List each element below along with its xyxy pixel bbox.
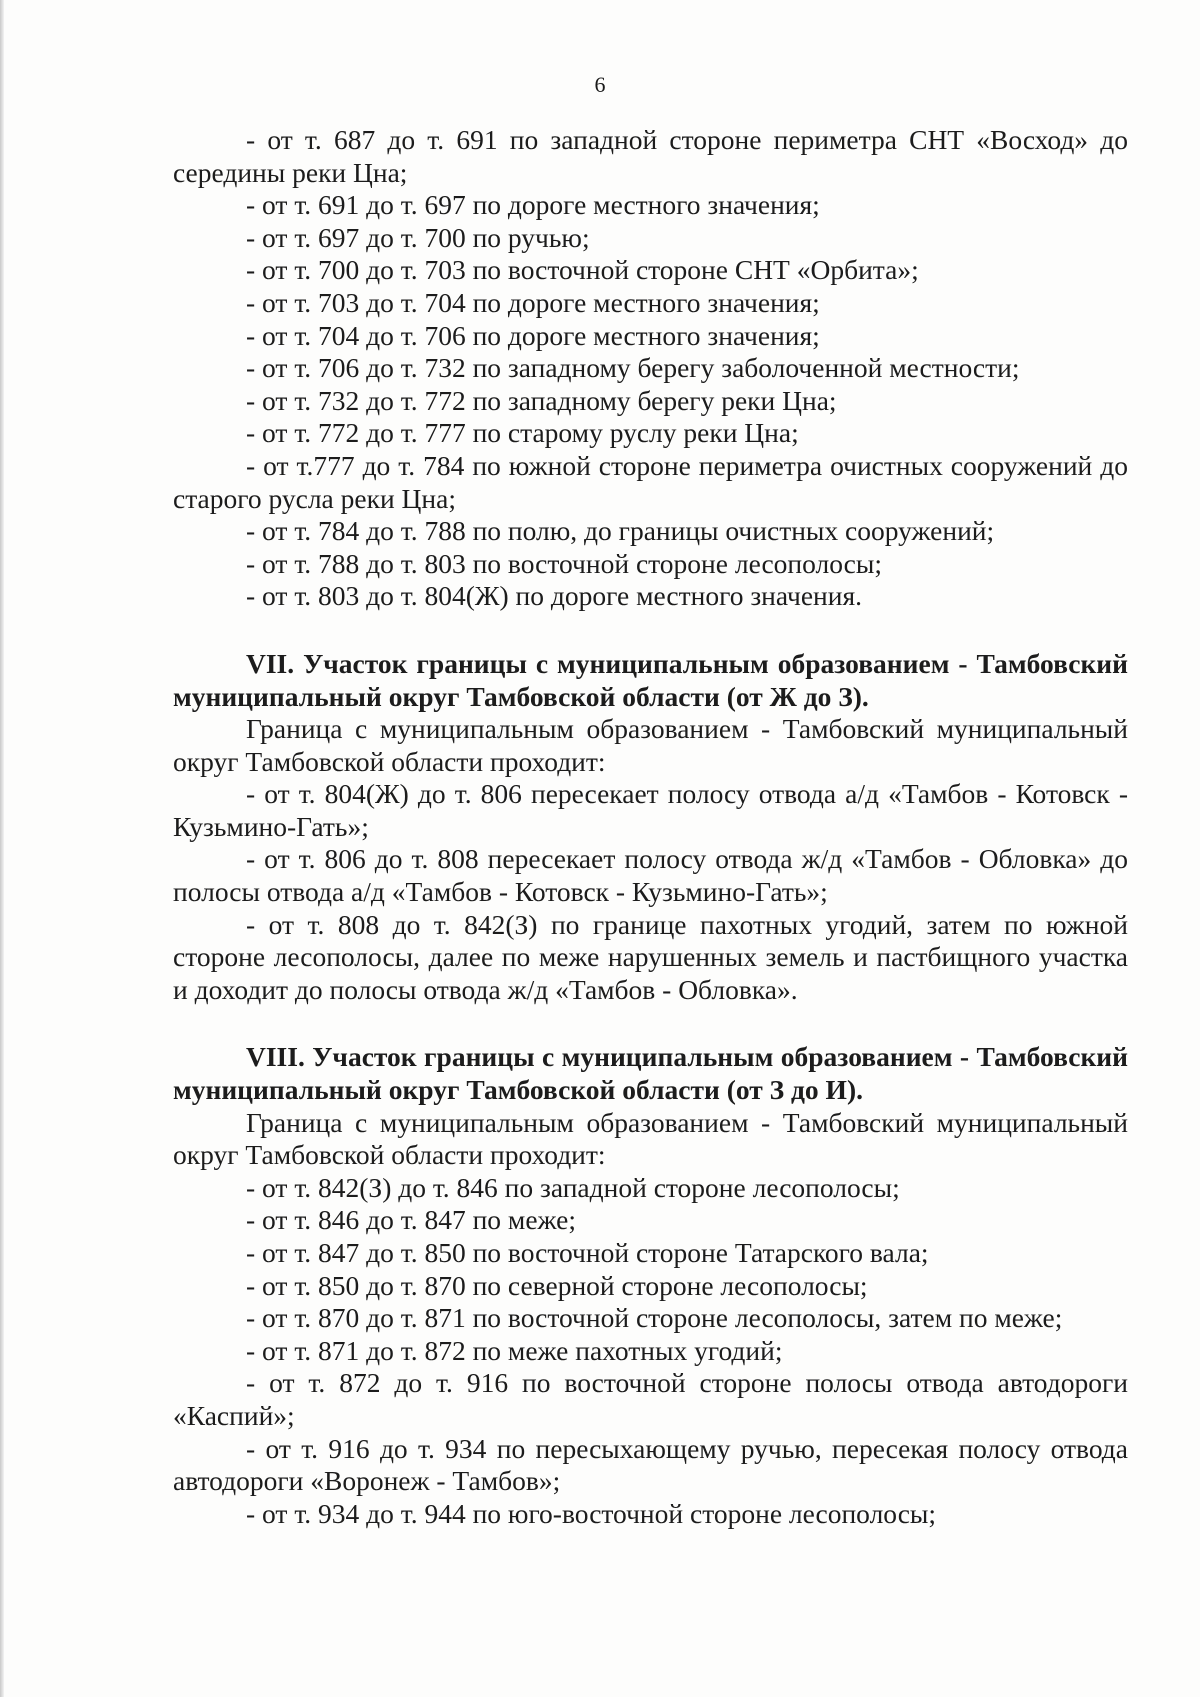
list-item: - от т. 704 до т. 706 по дороге местного значения; bbox=[246, 319, 820, 351]
section-heading: VIII. Участок границы с муниципальным образованием - Тамбовский муниципальный округ Тамбовской области (от З до И). bbox=[173, 1041, 1128, 1106]
section-heading: VII. Участок границы с муниципальным образованием - Тамбовский муниципальный округ Тамбовской области (от Ж до З). bbox=[173, 647, 1128, 712]
list-item: - от т. 872 до т. 916 по восточной стороне полосы отвода автодороги «Каспий»; bbox=[173, 1367, 1128, 1431]
list-item: - от т. 850 до т. 870 по северной стороне лесополосы; bbox=[246, 1269, 868, 1301]
list-item: - от т. 788 до т. 803 по восточной стороне лесополосы; bbox=[246, 547, 883, 579]
list-item: - от т. 700 до т. 703 по восточной стороне СНТ «Орбита»; bbox=[246, 254, 919, 286]
list-item: - от т. 772 до т. 777 по старому руслу реки Цна; bbox=[246, 417, 799, 449]
list-item: - от т. 870 до т. 871 по восточной стороне лесополосы, затем по меже; bbox=[246, 1302, 1063, 1334]
document-body bbox=[173, 124, 1128, 1530]
section-viii bbox=[173, 1041, 1128, 1530]
list-item: - от т. 847 до т. 850 по восточной стороне Татарского вала; bbox=[246, 1237, 929, 1268]
list-item: - от т. 871 до т. 872 по меже пахотных угодий; bbox=[246, 1334, 783, 1366]
boundary-list-1 bbox=[173, 124, 1128, 613]
list-item: - от т. 934 до т. 944 по юго-восточной стороне лесополосы; bbox=[246, 1497, 937, 1529]
list-item: - от т. 808 до т. 842(З) по границе пахотных угодий, затем по южной стороне лесополосы, далее по меже нарушенных земель и пастбищного участка и доходит до полосы отвода ж/д «Тамбов - Обловка». bbox=[173, 908, 1128, 1005]
list-item: - от т. 732 до т. 772 по западному берегу реки Цна; bbox=[246, 384, 837, 416]
section-vii bbox=[173, 648, 1128, 1007]
list-item: - от т. 842(З) до т. 846 по западной стороне лесополосы; bbox=[246, 1171, 900, 1203]
list-item: - от т. 706 до т. 732 по западному берегу заболоченной местности; bbox=[246, 352, 1020, 384]
page-number: 6 bbox=[594, 72, 606, 97]
list-item: - от т. 803 до т. 804(Ж) по дороге местного значения. bbox=[246, 580, 862, 612]
section-intro: Граница с муниципальным образованием - Тамбовский муниципальный округ Тамбовской области проходит: bbox=[173, 713, 1128, 777]
list-item: - от т. 687 до т. 691 по западной стороне периметра СНТ «Восход» до середины реки Цна; bbox=[173, 124, 1128, 188]
list-item: - от т. 804(Ж) до т. 806 пересекает полосу отвода а/д «Тамбов - Котовск - Кузьмино-Гать»; bbox=[173, 778, 1128, 842]
list-item: - от т.777 до т. 784 по южной стороне периметра очистных сооружений до старого русла реки Цна; bbox=[173, 449, 1128, 514]
list-item: - от т. 697 до т. 700 по ручью; bbox=[246, 221, 590, 253]
list-item: - от т. 691 до т. 697 по дороге местного значения; bbox=[246, 189, 820, 221]
scan-edge-shadow bbox=[0, 0, 4, 1697]
list-item: - от т. 806 до т. 808 пересекает полосу отвода ж/д «Тамбов - Обловка» до полосы отвода а/д «Тамбов - Котовск - Кузьмино-Гать»; bbox=[173, 843, 1128, 908]
list-item: - от т. 703 до т. 704 по дороге местного значения; bbox=[246, 286, 820, 318]
section-intro: Граница с муниципальным образованием - Тамбовский муниципальный округ Тамбовской области проходит: bbox=[173, 1106, 1128, 1171]
list-item: - от т. 916 до т. 934 по пересыхающему ручью, пересекая полосу отвода автодороги «Воронеж - Тамбов»; bbox=[173, 1432, 1128, 1497]
list-item: - от т. 846 до т. 847 по меже; bbox=[246, 1204, 577, 1236]
list-item: - от т. 784 до т. 788 по полю, до границы очистных сооружений; bbox=[246, 515, 995, 547]
